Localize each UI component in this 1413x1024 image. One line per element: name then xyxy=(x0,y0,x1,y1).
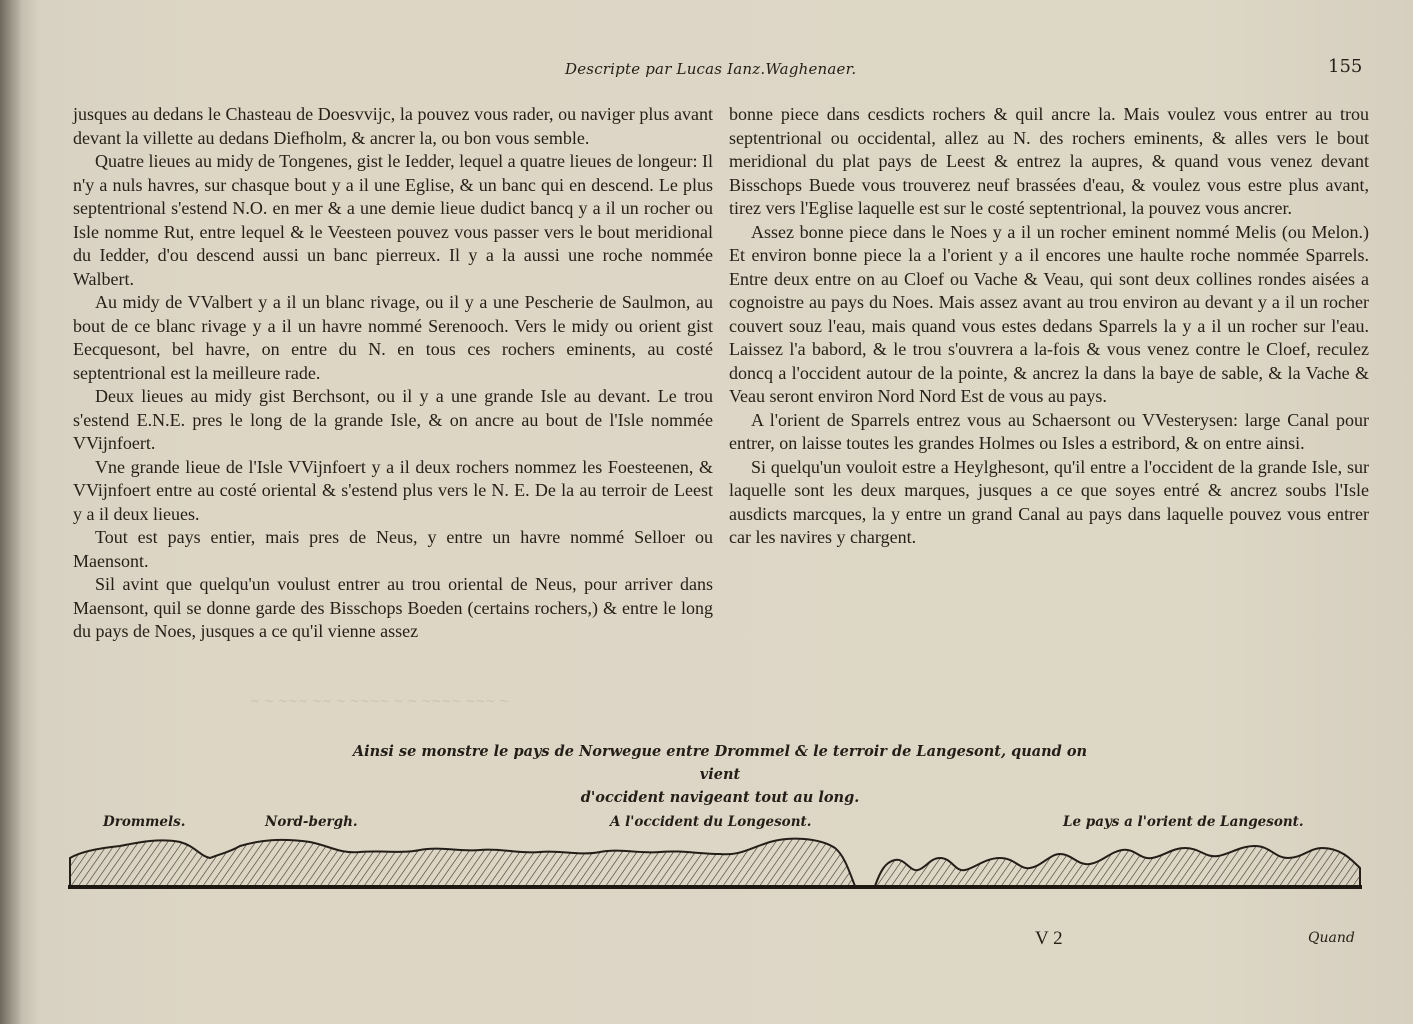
illustration-caption xyxy=(340,740,1100,809)
show-through: ~ ~ ~~~ ~~ ~ ~~~~ ~ ~ ~~~~ ~~~ ~ xyxy=(250,694,510,708)
page-gutter-shadow xyxy=(0,0,22,1024)
signature-mark: V 2 xyxy=(1035,928,1063,949)
caption-line-1: Ainsi se monstre le pays de Norwegue entre Drommel & le terroir de Langesont, quand on vient xyxy=(352,743,1088,783)
coast-hills-west xyxy=(70,839,855,886)
coast-hills-east xyxy=(875,846,1360,886)
right-text-column xyxy=(729,103,1369,550)
label-occident-longesont: A l'occident du Longesont. xyxy=(610,814,812,830)
left-text-column xyxy=(73,103,713,644)
running-title: Descripte par Lucas Ianz.Waghenaer. xyxy=(565,60,857,78)
left-paragraph: Au midy de VValbert y a il un blanc rivage, ou il y a une Pescherie de Saulmon, au bout de ce blanc rivage y a il un havre nommé Serenooch. Vers le midy ou orient gist Eecquesont, bel havre, on entre du N. en tous ces rochers eminents, au costé septentrional est la meilleure rade. xyxy=(73,292,713,383)
left-paragraph: Sil avint que quelqu'un voulust entrer au trou oriental de Neus, pour arriver dans Maensont, quil se donne garde des Bisschops Boeden (certains rochers,) & entre le long du pays de Noes, jusques a ce qu'il vienne assez xyxy=(73,574,713,641)
right-paragraph: Si quelqu'un vouloit estre a Heylghesont, qu'il entre a l'occident de la grande Isle, sur laquelle sont les deux marques, jusques a ce que soyes entré & ancrez soubs l'Isle ausdicts marcques, la y entre un grand Canal au pays dans laquelle pouvez vous entrer car les navires y chargent. xyxy=(729,456,1369,547)
right-paragraph: bonne piece dans cesdicts rochers & quil ancre la. Mais voulez vous entrer au trou septentrional ou occidental, allez au N. des rochers eminents, & alles vers le bout meridional du plat pays de Leest & entrez la aupres, & quand vous venez devant Bisschops Buede vous trouverez neuf brassées d'eau, & voulez vous estre plus avant, tirez vers l'Eglise laquelle est sur le costé septentrional, la pouvez vous ancrer. xyxy=(729,104,1369,218)
page-number: 155 xyxy=(1328,56,1363,77)
left-paragraph: Deux lieues au midy gist Berchsont, ou il y a une grande Isle au devant. Le trou s'estend E.N.E. pres le long de la grande Isle, & on ancre au bout de l'Isle nommée VVijnfoert. xyxy=(73,386,713,453)
label-nord-bergh: Nord-bergh. xyxy=(265,814,358,830)
right-paragraph: A l'orient de Sparrels entrez vous au Schaersont ou VVesterysen: large Canal pour entrer, on laisse toutes les grandes Holmes ou Isles a estribord, & on entre ainsi. xyxy=(729,409,1369,453)
label-orient-langesont: Le pays a l'orient de Langesont. xyxy=(1063,814,1304,830)
left-paragraph: Quatre lieues au midy de Tongenes, gist le Iedder, lequel a quatre lieues de longeur: Il n'y a nuls havres, sur chasque bout y a il une Eglise, & un banc qui en descend. Le plus septentrional s'estend N.O. en mer & a une demie lieue dudict bancq y a il un rocher ou Isle nomme Rut, entre lequel & le Veesteen pouvez vous passer vers le bout meridional du Iedder, d'ou descend aussi un banc pierreux. Il y a la aussi une roche nommée Walbert. xyxy=(73,151,713,289)
left-paragraph: Vne grande lieue de l'Isle VVijnfoert y a il deux rochers nommez les Foesteenen, & VVijnfoert entre au costé oriental & s'estend plus vers le N. E. De la au terroir de Leest y a il deux lieues. xyxy=(73,456,713,524)
left-paragraph: jusques au dedans le Chasteau de Doesvvijc, la pouvez vous rader, ou naviger plus avant devant la villette au dedans Diefholm, & ancrer la, ou bon vous semble. xyxy=(73,104,713,148)
left-paragraph: Tout est pays entier, mais pres de Neus, y entre un havre nommé Selloer ou Maensont. xyxy=(73,527,713,571)
label-drommels: Drommels. xyxy=(103,814,186,830)
right-paragraph: Assez bonne piece dans le Noes y a il un rocher eminent nommé Melis (ou Melon.) Et environ bonne piece la a l'orient y a il encores une haulte roche nommée Sparrels. Entre deux entre on au Cloef ou Vache & Veau, qui sont deux collines rondes aisées a cognoistre au pays du Noes. Mais assez avant au trou environ au devant y a il un rocher couvert souz l'eau, mais quand vous estes dedans Sparrels la y a il un rocher sur l'eau. Laissez l'a babord, & le trou s'ouvrera a la-fois & vous venez contre le Cloef, reculez doncq a l'occident autour de la pointe, & ancrez la dans la baye de sable, & la Vache & Veau seront environ Nord Nord Est de vous au pays. xyxy=(729,221,1369,406)
caption-line-2: d'occident navigeant tout au long. xyxy=(580,789,860,806)
catchword: Quand xyxy=(1308,930,1355,946)
coastline-profile-illustration xyxy=(60,828,1380,908)
